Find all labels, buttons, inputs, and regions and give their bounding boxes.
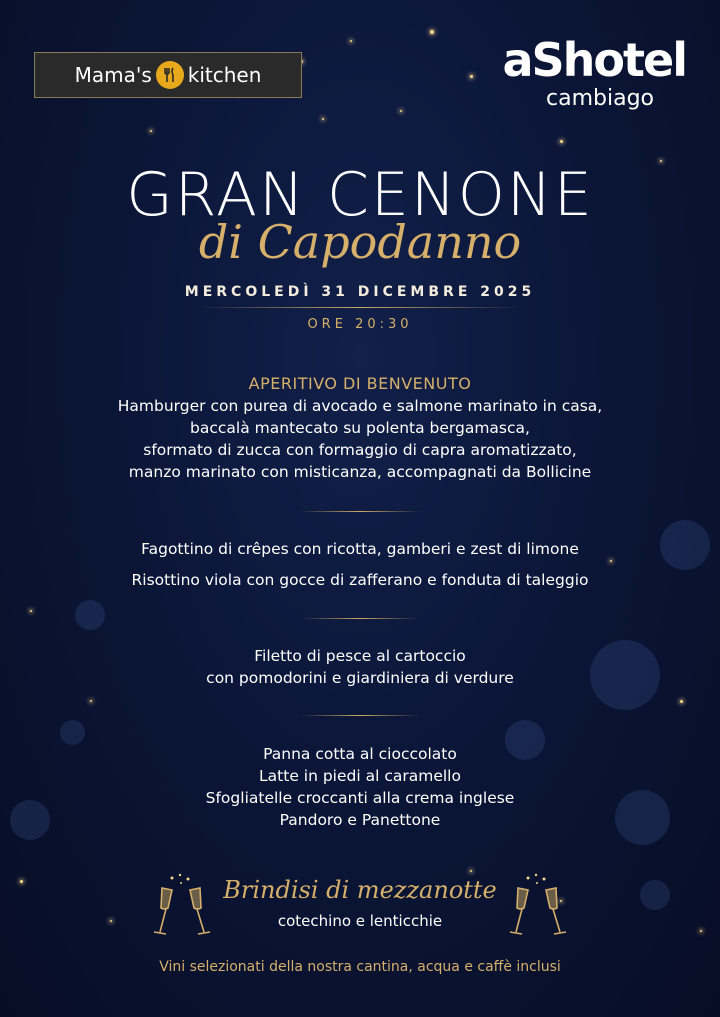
ashotel-logo [502, 33, 686, 111]
dolci-section [0, 743, 720, 831]
brindisi-subtitle: cotechino e lenticchie [277, 912, 443, 930]
primi-section [0, 538, 720, 591]
page-title: GRAN CENONE [126, 160, 594, 230]
menu-line: Hamburger con purea di avocado e salmone marinato in casa, [117, 397, 603, 415]
menu-line: Fagottino di crêpes con ricotta, gamberi e zest di limone [141, 540, 579, 558]
menu-line: Pandoro e Panettone [279, 811, 441, 829]
title-divider [198, 307, 522, 308]
menu-line: Filetto di pesce al cartoccio [254, 647, 466, 665]
hotel-brand: aShotel [502, 33, 686, 87]
knife-fork-plate-icon [156, 61, 184, 89]
secondo-section [0, 645, 720, 689]
menu-line: Panna cotta al cioccolato [263, 745, 457, 763]
brindisi-heading: Brindisi di mezzanotte [223, 876, 497, 904]
section-divider [300, 715, 420, 716]
inclusions-note: Vini selezionati della nostra cantina, acqua e caffè inclusi [159, 959, 561, 975]
menu-line: manzo marinato con misticanza, accompagnati da Bollicine [128, 463, 592, 481]
section-divider [300, 511, 420, 512]
menu-line: baccalà mantecato su polenta bergamasca, [190, 419, 530, 437]
aperitivo-heading: APERITIVO DI BENVENUTO [248, 374, 472, 393]
logo-left-text-2: kitchen [187, 63, 262, 87]
hotel-city: cambiago [546, 86, 654, 111]
menu-line: sformato di zucca con formaggio di capra aromatizzato, [143, 441, 577, 459]
menu-line: Latte in piedi al caramello [259, 767, 461, 785]
menu-line: Sfogliatelle croccanti alla crema inglese [205, 789, 515, 807]
menu-line: Risottino viola con gocce di zafferano e fonduta di taleggio [131, 571, 589, 589]
mamas-kitchen-logo [34, 52, 302, 98]
menu-line: con pomodorini e giardiniera di verdure [206, 669, 514, 687]
event-time: ORE 20:30 [307, 317, 413, 332]
logo-left-text-1: Mama's [74, 63, 152, 87]
aperitivo-section [0, 373, 720, 483]
section-divider [300, 618, 420, 619]
page-subtitle: di Capodanno [198, 215, 522, 269]
event-date: MERCOLEDÌ 31 DICEMBRE 2025 [184, 284, 536, 300]
